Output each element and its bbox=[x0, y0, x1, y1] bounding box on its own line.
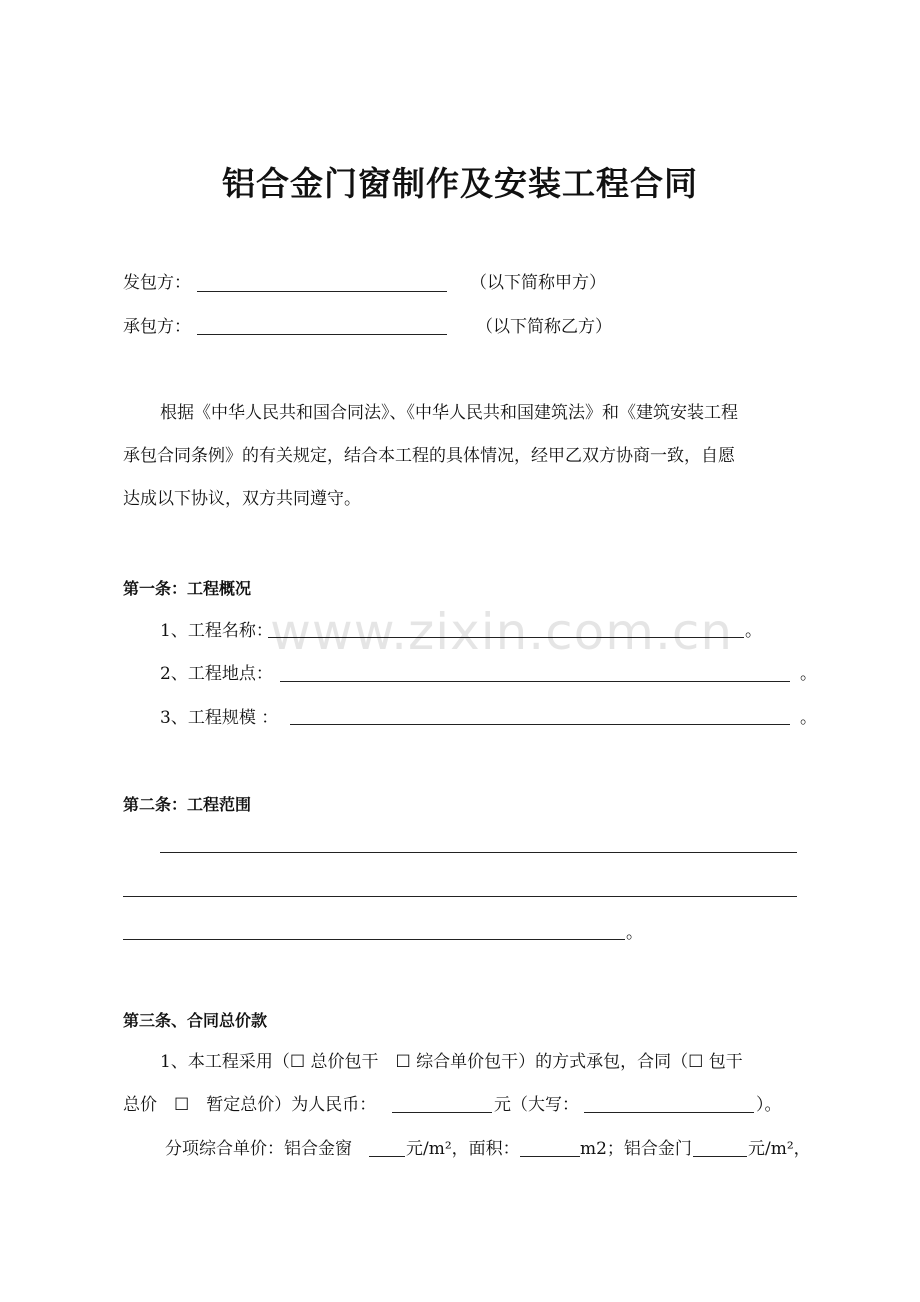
party-a-label: 发包方： bbox=[123, 273, 191, 293]
document-title: 铝合金门窗制作及安装工程合同 bbox=[222, 164, 698, 203]
project-name-label: 1、工程名称： bbox=[160, 621, 273, 641]
door-price-unit: 元/m²， bbox=[748, 1139, 811, 1159]
window-price-blank[interactable] bbox=[369, 1156, 405, 1157]
scope-end: 。 bbox=[626, 923, 643, 943]
project-location-blank[interactable] bbox=[280, 681, 790, 682]
unit-price-window-label: 分项综合单价：铝合金窗 bbox=[165, 1139, 352, 1159]
price-end: ）。 bbox=[756, 1095, 782, 1115]
contract-method-line: 1、本工程采用（☐ 总价包干 ☐ 综合单价包干）的方式承包，合同（☐ 包干 bbox=[160, 1052, 743, 1072]
party-b-note: （以下简称乙方） bbox=[476, 317, 612, 337]
price-amount-blank[interactable] bbox=[392, 1112, 492, 1113]
project-scale-blank[interactable] bbox=[290, 724, 790, 725]
price-capital-label: 元（大写： bbox=[494, 1095, 579, 1115]
party-b-label: 承包方： bbox=[123, 317, 191, 337]
project-scale-label: 3、工程规模 ： bbox=[160, 708, 279, 728]
preamble-line-3: 达成以下协议，双方共同遵守。 bbox=[123, 489, 361, 509]
project-location-label: 2、工程地点： bbox=[160, 664, 273, 684]
preamble-line-1: 根据《中华人民共和国合同法》、《中华人民共和国建筑法》和《建筑安装工程 bbox=[160, 403, 738, 423]
party-a-note: （以下简称甲方） bbox=[470, 273, 606, 293]
article-1-heading: 第一条：工程概况 bbox=[123, 579, 252, 598]
scope-blank-2[interactable] bbox=[123, 896, 797, 897]
window-area-blank[interactable] bbox=[520, 1156, 580, 1157]
preamble-line-2: 承包合同条例》的有关规定，结合本工程的具体情况，经甲乙双方协商一致，自愿 bbox=[123, 446, 735, 466]
window-area-label: 元/m²，面积： bbox=[406, 1139, 520, 1159]
project-location-end: 。 bbox=[800, 664, 817, 684]
scope-blank-3[interactable] bbox=[123, 939, 625, 940]
party-a-blank[interactable] bbox=[197, 291, 447, 292]
article-3-heading: 第三条、合同总价款 bbox=[123, 1011, 268, 1030]
door-price-label: m2；铝合金门 bbox=[580, 1139, 692, 1159]
price-capital-blank[interactable] bbox=[584, 1112, 754, 1113]
project-name-end: 。 bbox=[745, 621, 762, 641]
door-price-blank[interactable] bbox=[693, 1156, 747, 1157]
party-b-blank[interactable] bbox=[197, 334, 447, 335]
project-scale-end: 。 bbox=[800, 708, 817, 728]
article-2-heading: 第二条：工程范围 bbox=[123, 795, 252, 814]
scope-blank-1[interactable] bbox=[160, 852, 797, 853]
watermark: www.zixin.com.cn bbox=[270, 603, 734, 661]
contract-price-label: 总价 ☐ 暂定总价）为人民币： bbox=[123, 1095, 377, 1115]
